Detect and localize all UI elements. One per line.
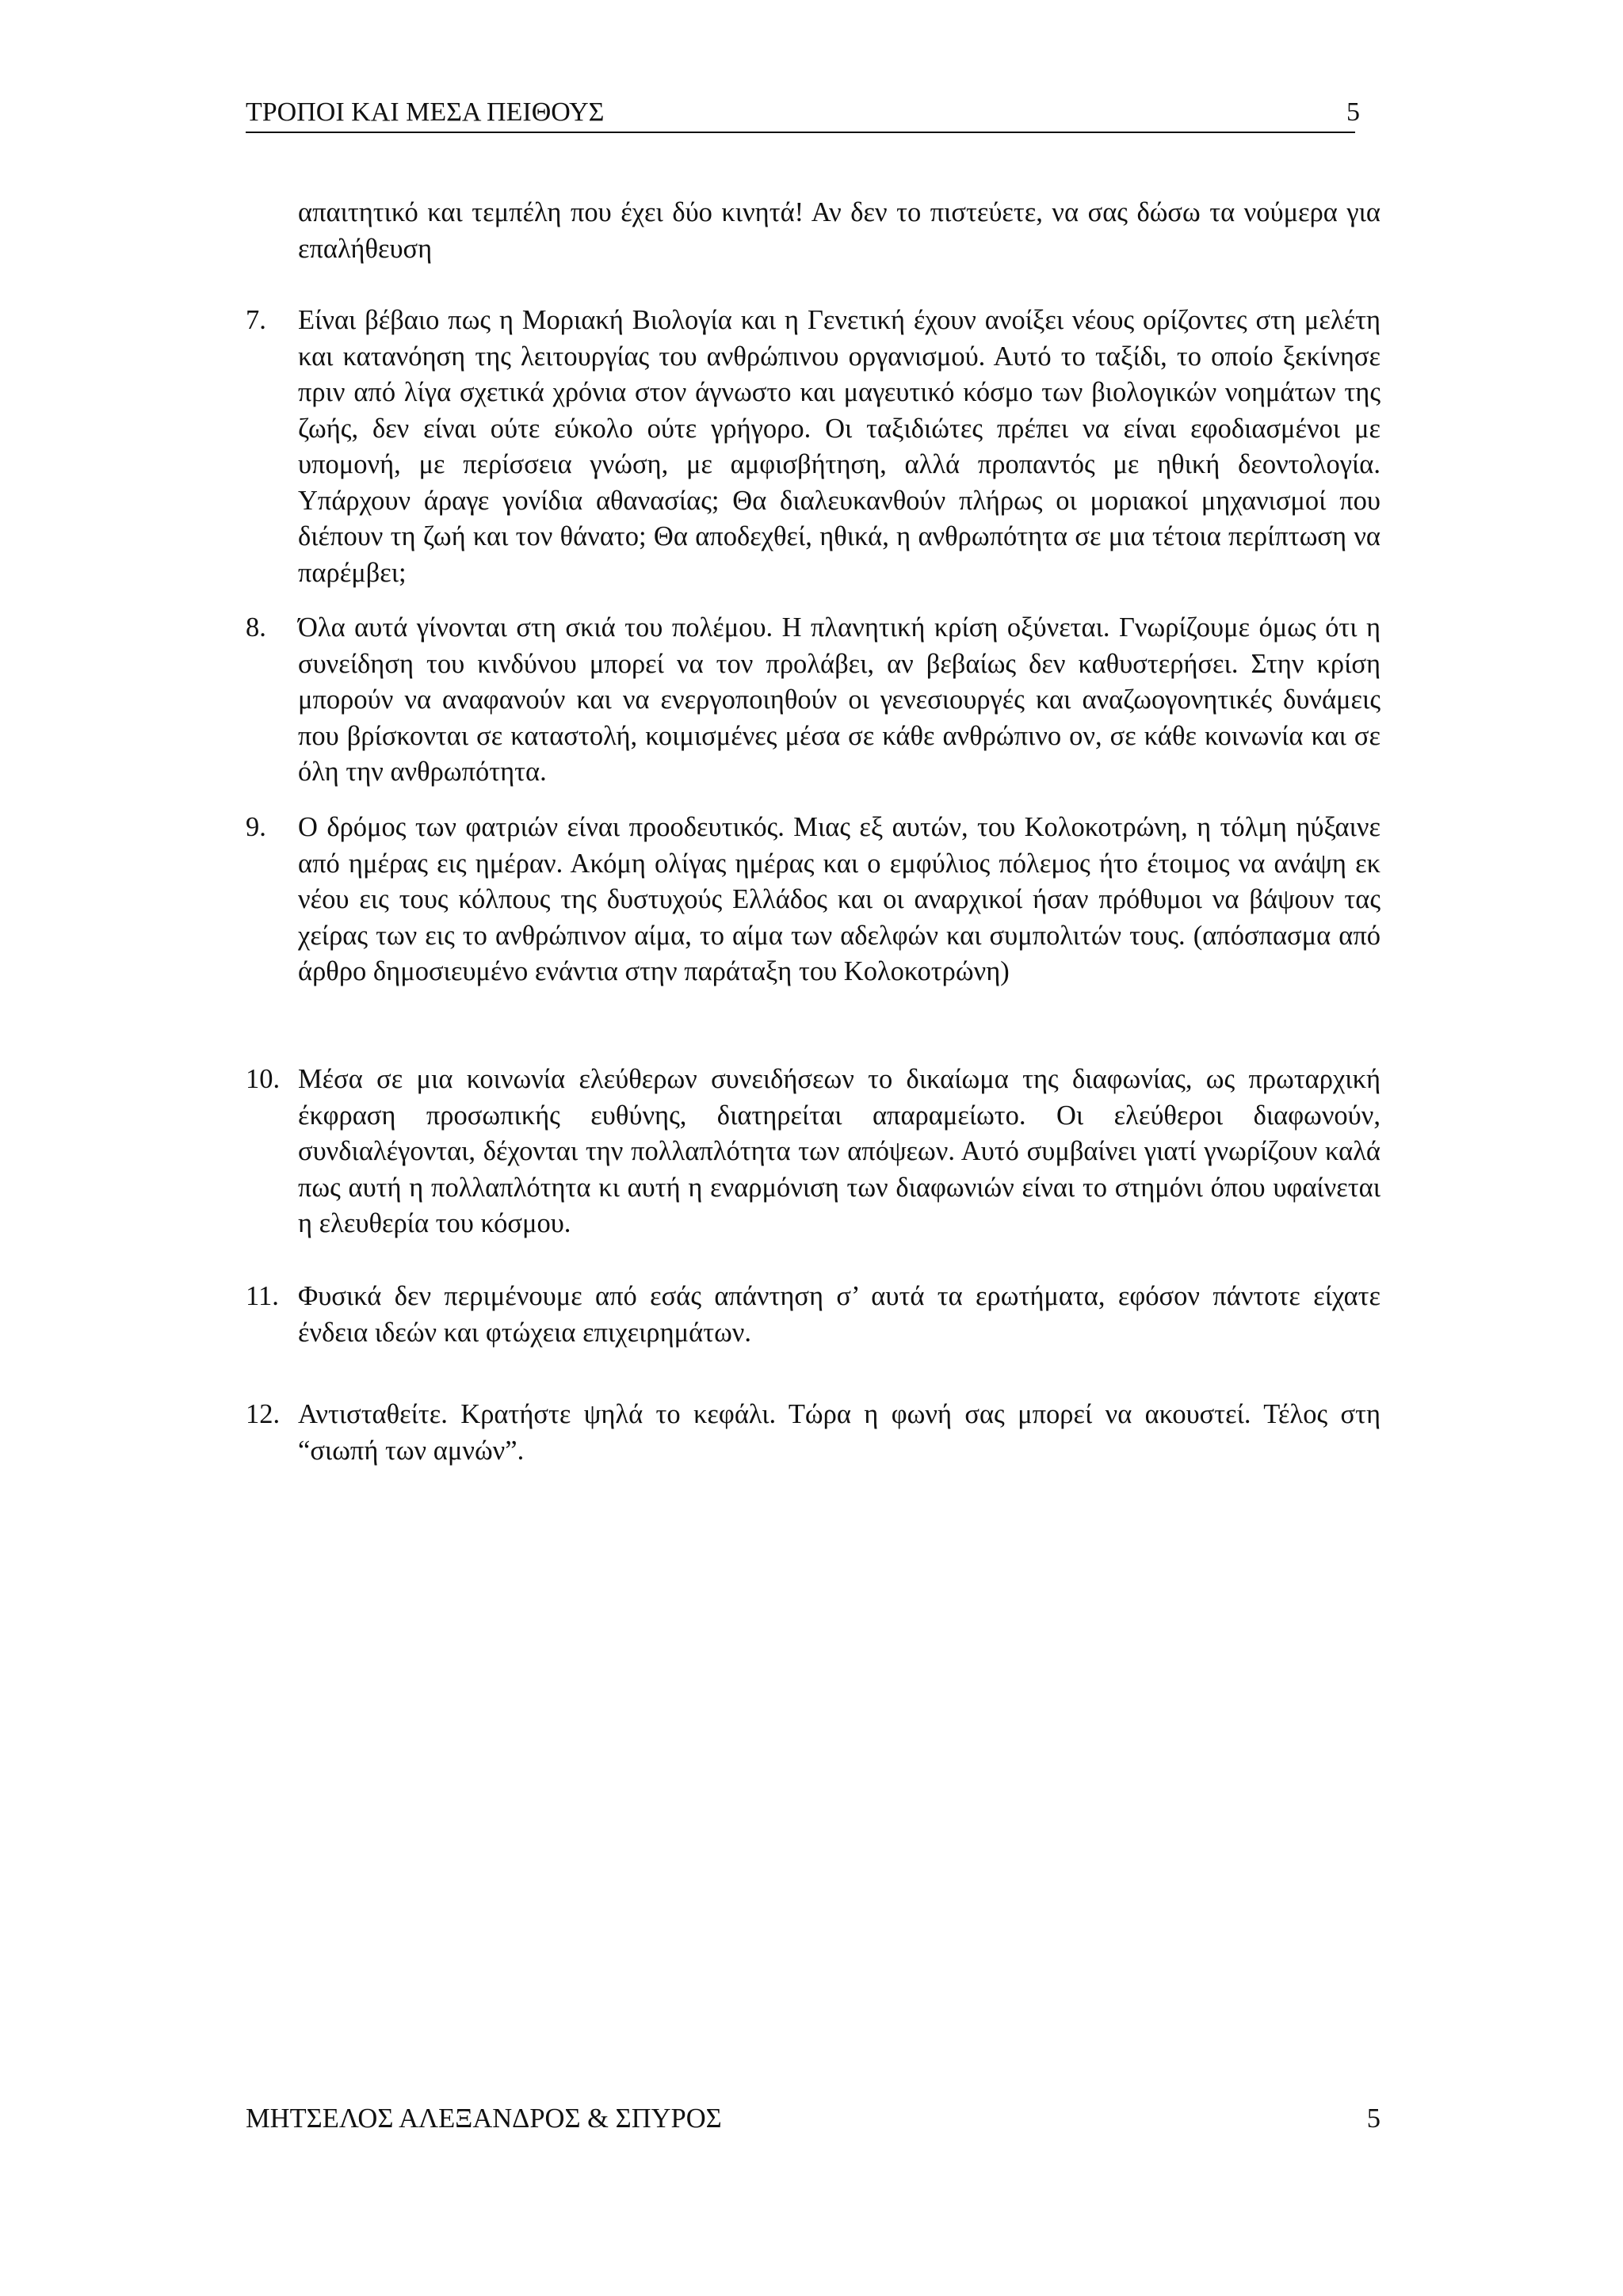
list-item-number: 10. bbox=[246, 1064, 281, 1094]
footer-authors: ΜΗΤΣΕΛΟΣ ΑΛΕΞΑΝΔΡΟΣ & ΣΠΥΡΟΣ bbox=[246, 2103, 722, 2134]
page-header bbox=[246, 93, 1360, 133]
list-item-8 bbox=[246, 610, 1381, 791]
continuation-text: απαιτητικό και τεμπέλη που έχει δύο κινητά! Αν δεν το πιστεύετε, να σας δώσω τα νούμερα για επαλήθευση bbox=[298, 197, 1381, 264]
header-page-number: 5 bbox=[1346, 97, 1360, 127]
list-item-11 bbox=[246, 1279, 1381, 1351]
list-item-number: 9. bbox=[246, 812, 266, 842]
list-item-12 bbox=[246, 1397, 1381, 1469]
list-item-text: Φυσικά δεν περιμένουμε από εσάς απάντηση σ’ αυτά τα ερωτήματα, εφόσον πάντοτε είχατε ένδεια ιδεών και φτώχεια επιχειρημάτων. bbox=[298, 1281, 1381, 1348]
list-item-text: Μέσα σε μια κοινωνία ελεύθερων συνειδήσεων το δικαίωμα της διαφωνίας, ως πρωταρχική έκφραση προσωπικής ευθύνης, διατηρείται απαραμείωτο. Οι ελεύθεροι διαφωνούν, συνδιαλέγονται, δέχονται την πολλαπλότητα των απόψεων. Αυτό συμβαίνει γιατί γνωρίζουν καλά πως αυτή η πολλαπλότητα κι αυτή η εναρμόνιση των διαφωνιών είναι το στημόνι όπου υφαίνεται η ελευθερία του κόσμου. bbox=[298, 1064, 1381, 1238]
footer-page-number: 5 bbox=[1366, 2103, 1381, 2134]
list-item-text: Ο δρόμος των φατριών είναι προοδευτικός. Μιας εξ αυτών, του Κολοκοτρώνη, η τόλμη ηύξαινε από ημέρας εις ημέραν. Ακόμη ολίγας ημέρας και ο εμφύλιος πόλεμος ήτο έτοιμος να ανάψη εκ νέου εις τους κόλπους της δυστυχούς Ελλάδος και οι αναρχικοί ήσαν πρόθυμοι να βάψουν τας χείρας των εις το ανθρώπινον αίμα, το αίμα των αδελφών και συμπολιτών τους. (απόσπασμα από άρθρο δημοσιευμένο ενάντια στην παράταξη του Κολοκοτρώνη) bbox=[298, 812, 1381, 986]
list-item-7 bbox=[246, 303, 1381, 591]
list-item-number: 12. bbox=[246, 1399, 281, 1429]
list-item-number: 8. bbox=[246, 612, 266, 643]
list-item-text: Όλα αυτά γίνονται στη σκιά του πολέμου. Η πλανητική κρίση οξύνεται. Γνωρίζουμε όμως ότι η συνείδηση του κινδύνου μπορεί να τον προλάβει, αν βεβαίως δεν καθυστερήσει. Στην κρίση μπορούν να αναφανούν και να ενεργοποιηθούν οι γενεσιουργές και αναζωογονητικές δυνάμεις που βρίσκονται σε καταστολή, κοιμισμένες μέσα σε κάθε ανθρώπινο ον, σε κάθε κοινωνία και σε όλη την ανθρωπότητα. bbox=[298, 612, 1381, 787]
list-item-10 bbox=[246, 1062, 1381, 1242]
list-item-9 bbox=[246, 810, 1381, 990]
list-item-number: 7. bbox=[246, 305, 266, 335]
header-title: ΤΡΟΠΟΙ ΚΑΙ ΜΕΣΑ ΠΕΙΘΟΥΣ bbox=[246, 97, 605, 127]
list-item-text: Είναι βέβαιο πως η Μοριακή Βιολογία και η Γενετική έχουν ανοίξει νέους ορίζοντες στη μελέτη και κατανόηση της λειτουργίας του ανθρώπινου οργανισμού. Αυτό το ταξίδι, το οποίο ξεκίνησε πριν από λίγα σχετικά χρόνια στον άγνωστο και μαγευτικό κόσμο των βιολογικών νοημάτων της ζωής, δεν είναι ούτε εύκολο ούτε γρήγορο. Οι ταξιδιώτες πρέπει να είναι εφοδιασμένοι με υπομονή, με περίσσεια γνώση, με αμφισβήτηση, αλλά προπαντός με ηθική δεοντολογία. Υπάρχουν άραγε γονίδια αθανασίας; Θα διαλευκανθούν πλήρως οι μοριακοί μηχανισμοί που διέπουν τη ζωή και τον θάνατο; Θα αποδεχθεί, ηθικά, η ανθρωπότητα σε μια τέτοια περίπτωση να παρέμβει; bbox=[298, 305, 1381, 588]
continuation-paragraph bbox=[246, 195, 1381, 267]
list-item-text: Αντισταθείτε. Κρατήστε ψηλά το κεφάλι. Τώρα η φωνή σας μπορεί να ακουστεί. Τέλος στη “σιωπή των αμνών”. bbox=[298, 1399, 1381, 1466]
list-item-number: 11. bbox=[246, 1281, 279, 1311]
